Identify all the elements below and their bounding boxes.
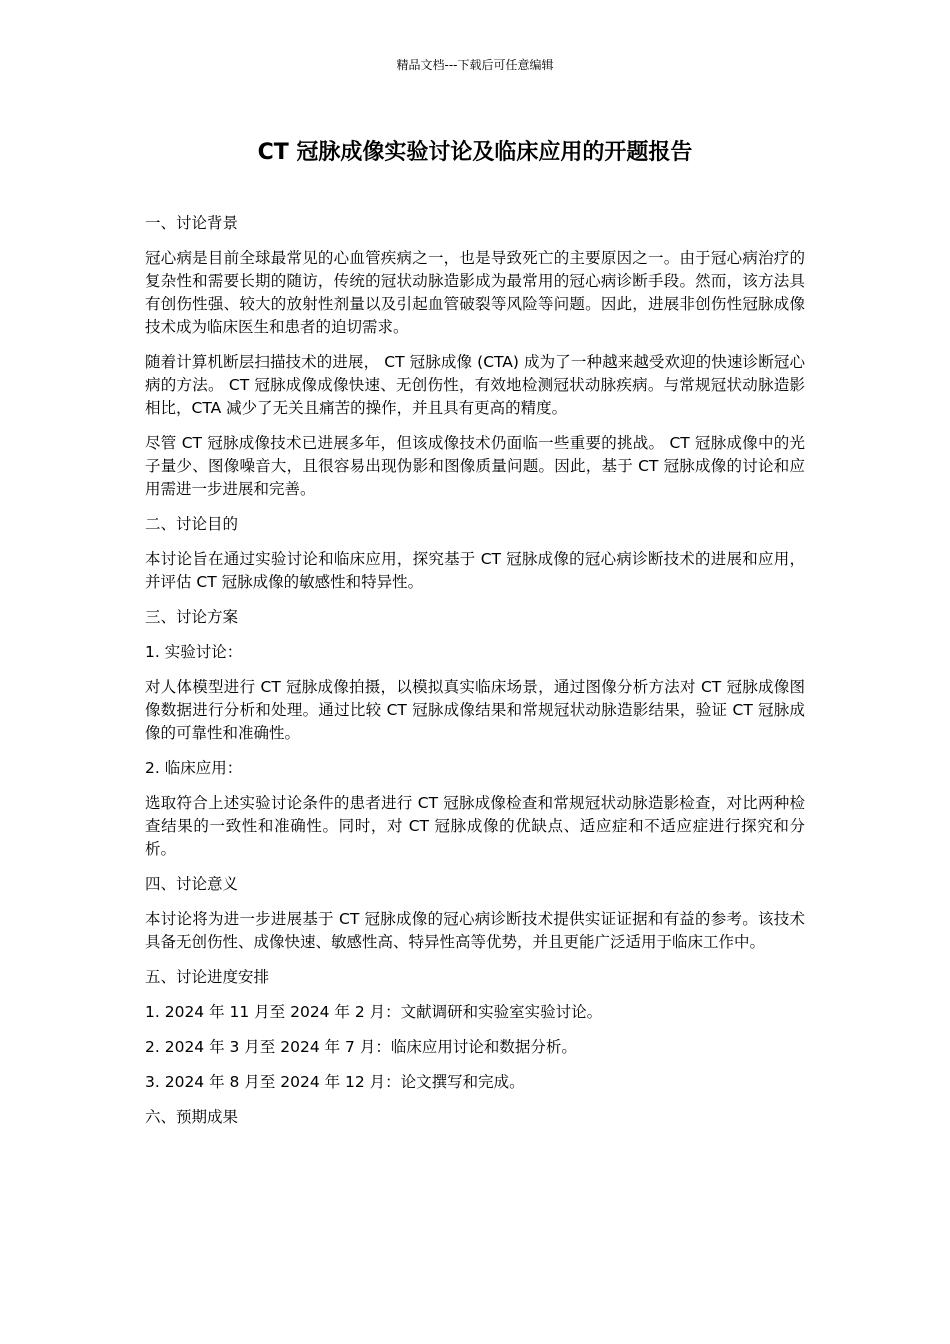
schedule-item: 1. 2024 年 11 月至 2024 年 2 月：文献调研和实验室实验讨论。 bbox=[145, 1003, 603, 1021]
document-body bbox=[145, 212, 805, 1141]
paragraph: 选取符合上述实验讨论条件的患者进行 CT 冠脉成像检查和常规冠状动脉造影检查，对比两种检查结果的一致性和准确性。同时，对 CT 冠脉成像的优缺点、适应症和不适应症进行探究和分析。 bbox=[145, 794, 805, 858]
paragraph: 随着计算机断层扫描技术的进展， CT 冠脉成像 (CTA) 成为了一种越来越受欢迎的快速诊断冠心病的方法。 CT 冠脉成像成像快速、无创伤性，有效地检测冠状动脉疾病。与常规冠状动脉造影相比，CTA 减少了无关且痛苦的操作，并且具有更高的精度。 bbox=[145, 353, 805, 417]
paragraph: 对人体模型进行 CT 冠脉成像拍摄，以模拟真实临床场景，通过图像分析方法对 CT 冠脉成像图像数据进行分析和处理。通过比较 CT 冠脉成像结果和常规冠状动脉造影结果，验证 CT 冠脉成像的可靠性和准确性。 bbox=[145, 678, 805, 742]
section-heading-background: 一、讨论背景 bbox=[145, 214, 239, 232]
page-header: 精品文档---下载后可任意编辑 bbox=[396, 58, 554, 72]
subheading-experiment: 1. 实验讨论： bbox=[145, 643, 243, 661]
paragraph: 本讨论旨在通过实验讨论和临床应用，探究基于 CT 冠脉成像的冠心病诊断技术的进展和应用，并评估 CT 冠脉成像的敏感性和特异性。 bbox=[145, 550, 805, 591]
schedule-item: 2. 2024 年 3 月至 2024 年 7 月：临床应用讨论和数据分析。 bbox=[145, 1038, 577, 1056]
section-heading-outcomes: 六、预期成果 bbox=[145, 1108, 239, 1126]
paragraph: 本讨论将为进一步进展基于 CT 冠脉成像的冠心病诊断技术提供实证证据和有益的参考。该技术具备无创伤性、成像快速、敏感性高、特异性高等优势，并且更能广泛适用于临床工作中。 bbox=[145, 910, 805, 951]
section-heading-plan: 三、讨论方案 bbox=[145, 608, 239, 626]
paragraph: 冠心病是目前全球最常见的心血管疾病之一，也是导致死亡的主要原因之一。由于冠心病治疗的复杂性和需要长期的随访，传统的冠状动脉造影成为最常用的冠心病诊断手段。然而，该方法具有创伤性强、较大的放射性剂量以及引起血管破裂等风险等问题。因此，进展非创伤性冠脉成像技术成为临床医生和患者的迫切需求。 bbox=[145, 249, 805, 336]
section-heading-significance: 四、讨论意义 bbox=[145, 875, 239, 893]
subheading-clinical: 2. 临床应用： bbox=[145, 759, 243, 777]
schedule-item: 3. 2024 年 8 月至 2024 年 12 月：论文撰写和完成。 bbox=[145, 1073, 525, 1091]
section-heading-schedule: 五、讨论进度安排 bbox=[145, 968, 270, 986]
paragraph: 尽管 CT 冠脉成像技术已进展多年，但该成像技术仍面临一些重要的挑战。 CT 冠脉成像中的光子量少、图像噪音大，且很容易出现伪影和图像质量问题。因此，基于 CT 冠脉成像的讨论和应用需进一步进展和完善。 bbox=[145, 434, 805, 498]
section-heading-purpose: 二、讨论目的 bbox=[145, 515, 239, 533]
document-title: CT 冠脉成像实验讨论及临床应用的开题报告 bbox=[257, 140, 693, 165]
